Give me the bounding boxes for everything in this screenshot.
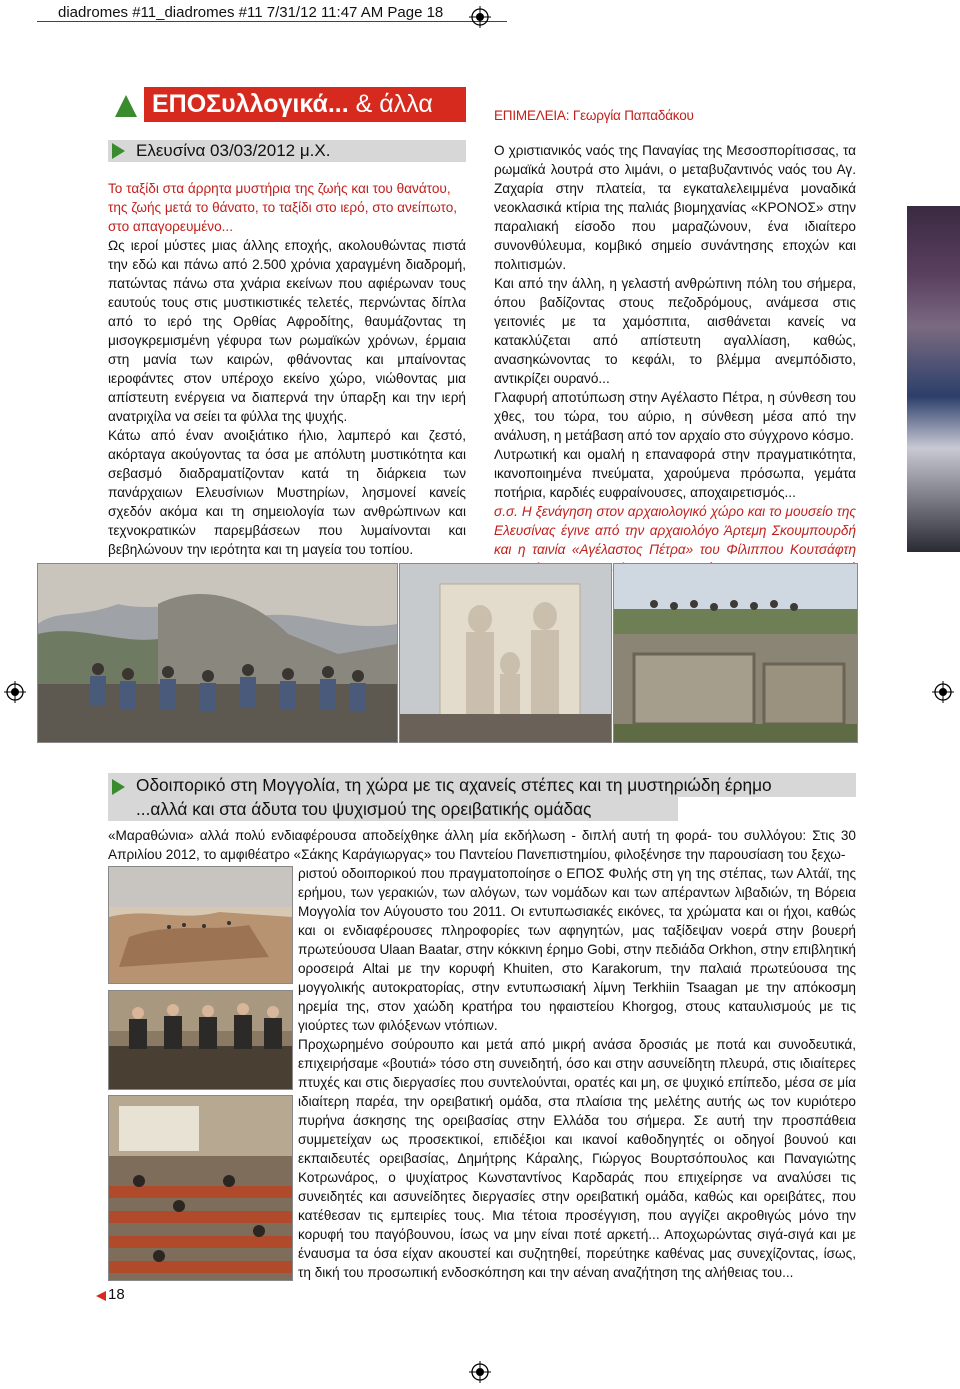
photo-ruins-group <box>37 563 398 743</box>
page-marker-icon <box>96 1291 106 1301</box>
print-slug: diadromes #11_diadromes #11 7/31/12 11:47 AM Page 18 <box>58 4 444 21</box>
photo-marble-relief <box>399 563 612 743</box>
article2-paragraph: Προχωρημένο σούρουπο και μετά από μικρή ανάσα δροσιάς με ποτά και συνοδευτικά, επιχειρήσαμε «βουτιά» τόσο στη συνειδητή, όσο και στην ασυνείδητη πλευρά, στις ιδιαίτερες πτυχές και στις διεργασίες που συντελούνται, ορατές και μη, σε ψυχικό επίπεδο, μέσα σε μία ιδιαίτερη παρέα, την ορειβατική ομάδα, στα πλαίσια της μελέτης αυτής ως τον κυριότερο πυρήνα άσκησης της ορειβασίας στην Ελλάδα του σήμερα. Σε αυτή την προσπάθεια συμμετείχαν ως προσεκτικοί, επιδέξιοι και ικανοί καθοδηγητές οι οδηγοί βουνού και εκπαιδευτές ορειβασίας, Δημήτρης Κάραλης, Γιώργος Βουρτσόπουλος και Παναγιώτης Κοτρωνάρος, ο ψυχίατρος Κωνσταντίνος Καρδαράς που επιχείρησε να αναλύσει τις συνειδητές και ασυνείδητες διεργασίες στην ορειβατική ομάδα, καθώς και ορειβάτες, που κατέθεσαν τις εμπειρίες τους. Μια τέτοια προσέγγιση, που αγγίζει ακροθιγώς μόνο την κορυφή του παγόβουνου, ίσως να μην είναι ποτέ αρκετή... Αποχωρώντας σιγά-σιγά και με έναυσμα τα όσα είχαν ακουστεί και συζητηθεί, πορεύτηκε καθένας μας συνεχίζοντας, ίσως, τη δική του προσωπική ενδοσκόπηση και την αέναη αναζήτηση της αλήθειας του... <box>298 1037 856 1280</box>
article1-paragraph: Και από την άλλη, η γελαστή ανθρώπινη πόλη του σήμερα, όπου βαδίζοντας στους πεζοδρόμους, ανάμεσα στις γειτονιές με τα χαμόσπιτα, αισθάνεται κανείς να κατακλύζεται από απίστευτη αγαλλίαση, καθώς, ανασηκώνοντας το κεφάλι, το βλέμμα ανεμπόδιστο, αντικρίζει ουρανό... <box>494 276 856 386</box>
title-icon-box <box>108 87 144 122</box>
section2-subtitle: ...αλλά και στα άδυτα του ψυχισμού της ορειβατικής ομάδας <box>136 799 592 819</box>
article1-lead: Το ταξίδι στα άρρητα μυστήρια της ζωής και του θανάτου, της ζωής μετά το θάνατο, το ταξίδι στο ιερό, στο ανείπωτο, στο απαγορευμένο... <box>108 181 458 234</box>
triangle-up-icon <box>108 87 144 122</box>
article1-paragraph: Γλαφυρή αποτύπωση στην Αγέλαστο Πέτρα, η σύνθεση του χθες, του τώρα, του αύριο, η σύνθεση μέσα από την ανάλυση, η μετάβαση από τον αρχαίο στο σύγχρονο κόσμο. <box>494 390 856 443</box>
registration-mark-icon <box>469 1361 491 1383</box>
registration-mark-icon <box>469 6 491 28</box>
page-number: 18 <box>108 1286 125 1303</box>
article2-paragraph: ριστού οδοιπορικού που πραγματοποίησε ο ΕΠΟΣ Φυλής στη γη της στέπας, των Αλτάϊ, της ερήμου, των γερακιών, των αλόγων, των νομάδων και των απέραντων λιβαδιών, τη Βόρεια Μογγολία τον Αύγουστο του 2011. Οι εντυπωσιακές εικόνες, τα χρώματα και οι ήχοι, καθώς και οι ενδιαφέρουσες πληροφορίες των αφηγητών, μας ταξίδεψαν νοερά στην βουερή πρωτεύουσα Ulaan Baatar, στην κόκκινη έρημο Gobi, στην πεδιάδα Orkhon, στην επιβλητική οροσειρά Altai με την κορυφή Khuiten, στο Karakorum, την παλαιά πρωτεύουσα της μογγολικής αυτοκρατορίας, στην εντυπωσιακή λίμνη Terkhiin Tsaagan με την απόκοσμη ηρεμία της, στον χαώδη κρατήρα του ηφαιστείου Khorgog, στους καταυλισμούς με τις γιούρτες των φιλόξενων ντόπιων. <box>298 866 856 1033</box>
article1-paragraph: Ως ιεροί μύστες μιας άλλης εποχής, ακολουθώντας πιστά την εδώ και πάνω από 2.500 χρόνια χαραγμένη διαδρομή, πατώντας πάνω στα χνάρια εκείνων που αφιέρωναν τους εαυτούς τους στις μυστικιστικές τελετές, περνώντας δίπλα από το ιερό της Ορθίας Αφροδίτης, θαυμάζοντας τη μισογκρεμισμένη γέφυρα των ρωμαϊκών χρόνων, έρμαια στη μανία των καιρών, φθάνοντας και μπαίνοντας ιεροφάντες στον υπέροχο εκείνο χώρο, νιώθοντας μια απίστευτη ενέργεια να διαπερνά την ύπαρξη και την ιερή ανατριχίλα να σείει τα φύλλα της ψυχής. <box>108 238 466 424</box>
photo-panel-table <box>108 990 293 1090</box>
play-arrow-icon <box>112 143 125 159</box>
section2-title: Οδοιπορικό στη Μογγολία, τη χώρα με τις αχανείς στέπες και τη μυστηριώδη έρημο <box>136 775 772 795</box>
article1-left-column <box>108 179 466 559</box>
registration-mark-icon <box>4 681 26 703</box>
photo-site-group <box>613 563 858 743</box>
article1-paragraph: Ο χριστιανικός ναός της Παναγίας της Μεσοσπορίτισσας, τα ρωμαϊκά λουτρά στο λιμάνι, ο μεταβυζαντινός ναός του Αγ. Ζαχαρία στην πλατεία, τα εγκαταλελειμμένα μοναδικά νεοκλασικά κτίρια της παλιάς βιομηχανίας «ΚΡΟΝΟΣ» στην παραλιακή είσοδο που μαραζώνουν, ένα ιδιαίτερο συνονθύλευμα, κομβικό σημείο συνάντησης εποχών και πολιτισμών. <box>494 143 856 272</box>
article2-intro: «Μαραθώνια» αλλά πολύ ενδιαφέρουσα αποδείχθηκε άλλη μία εκδήλωση - διπλή αυτή τη φορά- του συλλόγου: Στις 30 Απριλίου 2012, το αμφιθέατρο «Σάκης Καράγιωργας» του Παντείου Πανεπιστημίου, φιλοξένησε την παρουσίαση του ξεχω- <box>108 828 856 862</box>
photo-auditorium <box>108 1095 293 1281</box>
article1-paragraph: Λυτρωτική και ομαλή η επαναφορά στην πραγματικότητα, ικανοποιημένα πνεύματα, χαρούμενα πρόσωπα, γεμάτα ποτήρια, καρδιές ευφραίνουσες, αποχαιρετισμός... <box>494 447 856 500</box>
registration-mark-icon <box>932 681 954 703</box>
slug-rule <box>37 21 507 22</box>
side-photo-strip <box>907 206 960 552</box>
play-arrow-icon <box>112 779 125 795</box>
article-subtitle: Ελευσίνα 03/03/2012 μ.Χ. <box>136 141 331 160</box>
editor-credit: ΕΠΙΜΕΛΕΙΑ: Γεωργία Παπαδάκου <box>494 108 694 123</box>
article1-right-column <box>494 141 856 616</box>
article1-postscript: σ.σ. Η ξενάγηση στον αρχαιολογικό χώρο και το μουσείο της Ελευσίνας έγινε από την αρχαιολόγο Άρτεμη Σκουμπουρδή και η ταινία «Αγέλαστος Πέτρα» του Φίλιππου Κουτσάφτη <box>494 504 856 557</box>
section-title: ΕΠΟΣυλλογικά... & άλλα <box>152 90 433 118</box>
article2-body <box>298 864 856 1282</box>
photo-desert-cliff <box>108 866 293 984</box>
article1-paragraph: Κάτω από έναν ανοιξιάτικο ήλιο, λαμπερό και ζεστό, ακόρταγα ακούγοντας τα όσα με απόλυτη μυστικότητα και σεβασμό διαδραματίζονταν κατά τη διάρκεια των πανάρχαιων Ελευσίνιων Μυστηρίων, λησμονεί κανείς σχεδόν ακόμα και τη σημειολογία των ανθρώπινων και τεχνοκρατικών παρεμβάσεων που λυμαίνονται και βεβηλώνουν την ιερότητα και τη μαγεία του τοπίου. <box>108 428 466 557</box>
